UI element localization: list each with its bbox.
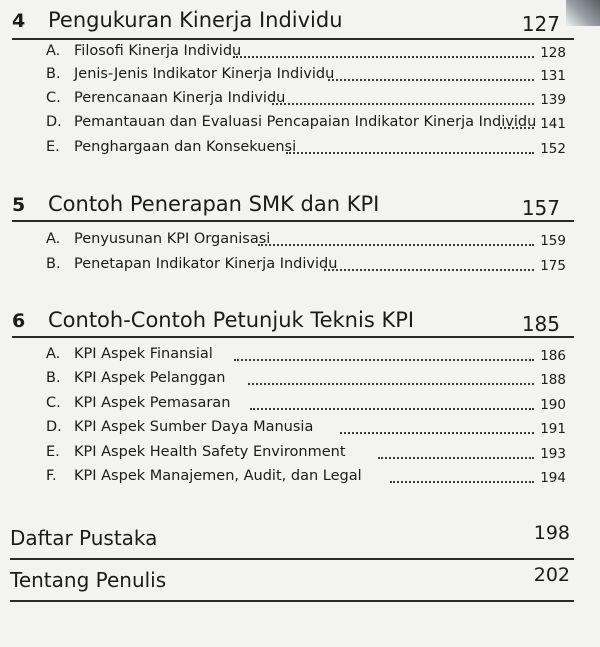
- toc-entry[interactable]: [0, 417, 600, 441]
- entry-label: KPI Aspek Manajemen, Audit, dan Legal: [74, 468, 362, 484]
- entry-letter: B.: [46, 66, 61, 82]
- dot-leader: [328, 79, 534, 81]
- entry-label: KPI Aspek Pemasaran: [74, 395, 231, 411]
- entry-label: KPI Aspek Pelanggan: [74, 370, 226, 386]
- chapter-number: 4: [12, 10, 26, 32]
- entry-page-number: 128: [540, 45, 566, 61]
- dot-leader: [272, 103, 534, 105]
- chapter-heading[interactable]: [0, 4, 600, 38]
- back-matter-about-author[interactable]: [0, 560, 600, 600]
- entry-page-number: 141: [540, 116, 566, 132]
- chapter-5: [0, 188, 600, 222]
- dot-leader: [286, 152, 534, 154]
- entry-letter: F.: [46, 468, 57, 484]
- entry-label: Pemantauan dan Evaluasi Pencapaian Indikator Kinerja Individu: [74, 114, 537, 130]
- toc-entry[interactable]: [0, 64, 600, 88]
- entry-page-number: 139: [540, 92, 566, 108]
- dot-leader: [233, 56, 534, 58]
- dot-leader: [500, 127, 534, 129]
- chapter-heading[interactable]: [0, 188, 600, 222]
- back-matter-page-number: 202: [533, 564, 570, 586]
- toc-entry[interactable]: [0, 112, 600, 136]
- chapter-rule: [12, 336, 574, 338]
- dot-leader: [234, 359, 534, 361]
- entry-letter: C.: [46, 90, 61, 106]
- chapter-heading[interactable]: [0, 304, 600, 338]
- toc-entry[interactable]: [0, 393, 600, 417]
- entry-page-number: 191: [540, 421, 566, 437]
- chapter-page-number: 127: [521, 12, 560, 36]
- toc-entry[interactable]: [0, 229, 600, 253]
- dot-leader: [248, 383, 534, 385]
- toc-entry[interactable]: [0, 442, 600, 466]
- chapter-rule: [12, 38, 574, 40]
- entry-page-number: 188: [540, 372, 566, 388]
- toc-entry[interactable]: [0, 41, 600, 65]
- entry-label: Perencanaan Kinerja Individu: [74, 90, 286, 106]
- dot-leader: [378, 457, 534, 459]
- chapter-6: [0, 304, 600, 338]
- back-matter-page-number: 198: [533, 522, 570, 544]
- toc-entry[interactable]: [0, 137, 600, 161]
- dot-leader: [258, 244, 534, 246]
- entry-page-number: 159: [540, 233, 566, 249]
- entry-letter: A.: [46, 346, 61, 362]
- entry-label: Penetapan Indikator Kinerja Individu: [74, 256, 338, 272]
- chapter-title: Contoh Penerapan SMK dan KPI: [48, 192, 380, 216]
- dot-leader: [340, 432, 534, 434]
- entry-label: Penghargaan dan Konsekuensi: [74, 139, 297, 155]
- entry-page-number: 190: [540, 397, 566, 413]
- entry-letter: E.: [46, 444, 60, 460]
- entry-letter: B.: [46, 370, 61, 386]
- toc-entry[interactable]: [0, 466, 600, 490]
- entry-page-number: 175: [540, 258, 566, 274]
- entry-label: KPI Aspek Finansial: [74, 346, 213, 362]
- entry-letter: A.: [46, 231, 61, 247]
- entry-label: KPI Aspek Sumber Daya Manusia: [74, 419, 314, 435]
- entry-letter: D.: [46, 419, 62, 435]
- chapter-title: Pengukuran Kinerja Individu: [48, 8, 343, 32]
- entry-page-number: 186: [540, 348, 566, 364]
- entry-page-number: 152: [540, 141, 566, 157]
- chapter-page-number: 185: [521, 312, 560, 336]
- back-matter-title: Daftar Pustaka: [10, 526, 158, 550]
- entry-page-number: 194: [540, 470, 566, 486]
- entry-page-number: 131: [540, 68, 566, 84]
- entry-page-number: 193: [540, 446, 566, 462]
- toc-entry[interactable]: [0, 368, 600, 392]
- dot-leader: [390, 481, 534, 483]
- chapter-4: [0, 4, 600, 38]
- back-matter-title: Tentang Penulis: [10, 568, 167, 592]
- chapter-title: Contoh-Contoh Petunjuk Teknis KPI: [48, 308, 415, 332]
- toc-entry[interactable]: [0, 254, 600, 278]
- dot-leader: [250, 408, 534, 410]
- entry-letter: E.: [46, 139, 60, 155]
- entry-letter: B.: [46, 256, 61, 272]
- chapter-number: 5: [12, 194, 26, 216]
- chapter-number: 6: [12, 310, 26, 332]
- entry-label: Jenis-Jenis Indikator Kinerja Individu: [74, 66, 335, 82]
- back-matter-rule: [10, 600, 574, 602]
- entry-label: KPI Aspek Health Safety Environment: [74, 444, 346, 460]
- toc-entry[interactable]: [0, 88, 600, 112]
- dot-leader: [324, 269, 534, 271]
- entry-letter: D.: [46, 114, 62, 130]
- entry-label: Penyusunan KPI Organisasi: [74, 231, 271, 247]
- chapter-rule: [12, 220, 574, 222]
- entry-letter: A.: [46, 43, 61, 59]
- entry-label: Filosofi Kinerja Individu: [74, 43, 242, 59]
- toc-entry[interactable]: [0, 344, 600, 368]
- back-matter-bibliography[interactable]: [0, 518, 600, 558]
- entry-letter: C.: [46, 395, 61, 411]
- chapter-page-number: 157: [521, 196, 560, 220]
